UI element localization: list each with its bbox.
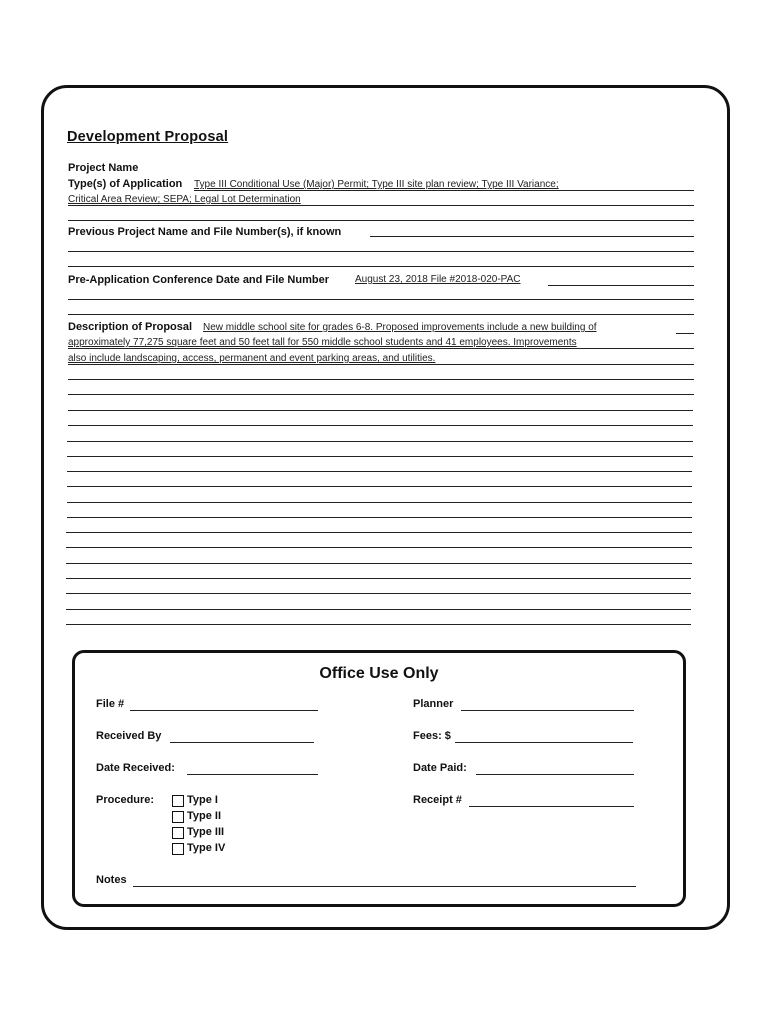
notes-label: Notes	[96, 874, 127, 886]
field-line	[67, 517, 692, 518]
project-name-label: Project Name	[68, 162, 139, 174]
office-use-panel	[72, 650, 686, 907]
procedure-type-iii-checkbox[interactable]	[172, 827, 184, 839]
office-use-title: Office Use Only	[319, 665, 439, 682]
field-line	[68, 314, 694, 315]
receipt-field[interactable]	[469, 806, 634, 807]
field-line	[67, 441, 693, 442]
procedure-type-i-checkbox[interactable]	[172, 795, 184, 807]
description-value-line3[interactable]: also include landscaping, access, permanent and event parking areas, and utilities.	[68, 353, 436, 364]
field-line	[676, 333, 694, 334]
field-line	[68, 299, 694, 300]
field-line	[68, 364, 694, 365]
planner-label: Planner	[413, 698, 454, 710]
field-line	[66, 609, 691, 610]
field-line	[68, 425, 693, 426]
preapp-value[interactable]: August 23, 2018 File #2018-020-PAC	[355, 274, 521, 285]
procedure-type-iv-label: Type IV	[187, 842, 226, 854]
description-value-line2[interactable]: approximately 77,275 square feet and 50 feet tall for 550 middle school students and 41 employees. Improvements	[68, 337, 577, 348]
procedure-type-ii-label: Type II	[187, 810, 222, 822]
field-line	[66, 578, 691, 579]
date-paid-field[interactable]	[476, 774, 634, 775]
procedure-label: Procedure:	[96, 794, 155, 806]
procedure-type-iii-label: Type III	[187, 826, 225, 838]
date-paid-label: Date Paid:	[413, 762, 467, 774]
application-types-value-line2[interactable]: Critical Area Review; SEPA; Legal Lot Determination	[68, 194, 301, 205]
field-line	[67, 471, 692, 472]
field-line	[66, 593, 691, 594]
receipt-label: Receipt #	[413, 794, 462, 806]
previous-project-label: Previous Project Name and File Number(s), if known	[68, 226, 342, 238]
field-line	[68, 251, 694, 252]
notes-field[interactable]	[133, 886, 636, 887]
file-number-field[interactable]	[130, 710, 318, 711]
field-line	[194, 190, 694, 191]
field-line	[68, 379, 694, 380]
field-line	[67, 486, 692, 487]
procedure-type-ii-checkbox[interactable]	[172, 811, 184, 823]
field-line	[68, 266, 694, 267]
procedure-type-iv-checkbox[interactable]	[172, 843, 184, 855]
field-line	[68, 348, 694, 349]
file-number-label: File #	[96, 698, 125, 710]
fees-label: Fees: $	[413, 730, 451, 742]
preapp-label: Pre-Application Conference Date and File Number	[68, 274, 329, 286]
field-line	[67, 456, 693, 457]
application-types-value-line1[interactable]: Type III Conditional Use (Major) Permit; Type III site plan review; Type III Variance;	[194, 179, 559, 190]
field-line	[68, 220, 694, 221]
field-line	[66, 532, 692, 533]
procedure-type-i-label: Type I	[187, 794, 218, 806]
field-line	[68, 410, 693, 411]
description-label: Description of Proposal	[68, 321, 193, 333]
received-by-label: Received By	[96, 730, 162, 742]
date-received-field[interactable]	[187, 774, 318, 775]
field-line	[66, 563, 692, 564]
fees-field[interactable]	[455, 742, 633, 743]
date-received-label: Date Received:	[96, 762, 175, 774]
field-line	[67, 502, 692, 503]
field-line	[68, 205, 694, 206]
planner-field[interactable]	[461, 710, 634, 711]
form-title: Development Proposal	[67, 129, 229, 145]
description-value-line1[interactable]: New middle school site for grades 6-8. Proposed improvements include a new building of	[203, 322, 597, 333]
field-line	[68, 394, 694, 395]
field-line	[66, 624, 691, 625]
application-types-label: Type(s) of Application	[68, 178, 183, 190]
received-by-field[interactable]	[170, 742, 314, 743]
field-line	[548, 285, 694, 286]
field-line	[66, 547, 692, 548]
previous-project-field[interactable]	[370, 236, 694, 237]
